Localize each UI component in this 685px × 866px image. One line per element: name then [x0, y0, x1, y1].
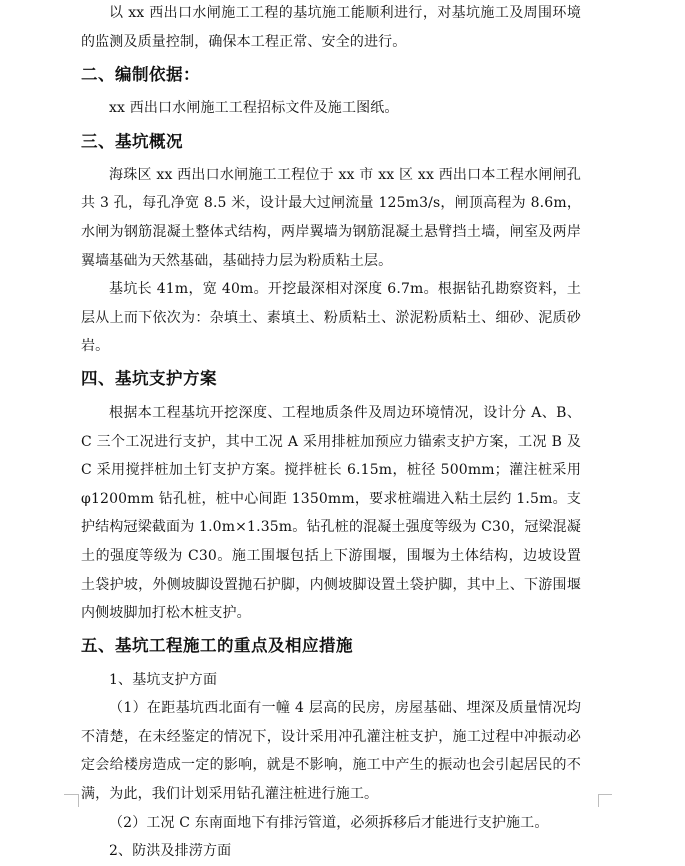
overview-paragraph-2: 基坑长 41m，宽 40m。开挖最深相对深度 6.7m。根据钻孔勘察资料，土层从上而下依次为：杂填土、素填土、粉质粘土、淤泥粉质粘土、细砂、泥质砂岩。 [81, 281, 581, 355]
measure-item-1-1: （1）在距基坑西北面有一幢 4 层高的民房，房屋基础、埋深及质量情况均不清楚，在未经鉴定的情况下，设计采用冲孔灌注桩支护，施工过程中冲振动必定会给楼房造成一定的影响，就是不影响，施工中产生的振动也会引起居民的不满，为此，我们计划采用钻孔灌注桩进行施工。 [81, 700, 581, 803]
page-corner-mark-left [64, 794, 78, 807]
section-heading-basis: 二、编制依据： [81, 65, 200, 85]
document-body [81, 0, 581, 866]
measure-item-2: 2、防洪及排涝方面 [109, 843, 232, 860]
measure-item-1-2: （2）工况 C 东南面地下有排污管道，必须拆移后才能进行支护施工。 [109, 814, 549, 831]
intro-paragraph: 以 xx 西出口水闸施工工程的基坑施工能顺利进行，对基坑施工及周围环境的监测及质量控制，确保本工程正常、安全的进行。 [81, 5, 581, 50]
page-corner-mark-right-vertical [598, 794, 599, 807]
support-paragraph: 根据本工程基坑开挖深度、工程地质条件及周边环境情况，设计分 A、B、C 三个工况进行支护，其中工况 A 采用排桩加预应力锚索支护方案，工况 B 及 C 采用搅拌桩加土钉支护方案。搅拌桩长 6.15m，桩径 500mm；灌注桩采用φ1200mm 钻孔桩，桩中心间距 1350mm，要求桩端进入粘土层约 1.5m。支护结构冠梁截面为 1.0m×1.35m。钻孔桩的混凝土强度等级为 C30，冠梁混凝土的强度等级为 C30。施工围堰包括上下游围堰，围堰为土体结构，边坡设置土袋护坡，外侧坡脚设置抛石护脚，内侧坡脚设置土袋护脚，其中上、下游围堰内侧坡脚加打松木桩支护。 [81, 404, 581, 622]
measure-item-1: 1、基坑支护方面 [109, 671, 218, 688]
page-corner-mark-left-vertical [78, 794, 79, 807]
section-heading-overview: 三、基坑概况 [81, 131, 183, 151]
section-heading-support: 四、基坑支护方案 [81, 368, 217, 388]
page-corner-mark-right [598, 794, 612, 807]
section-heading-measures: 五、基坑工程施工的重点及相应措施 [81, 635, 353, 655]
overview-paragraph-1: 海珠区 xx 西出口水闸施工工程位于 xx 市 xx 区 xx 西出口本工程水闸闸孔共 3 孔，每孔净宽 8.5 米，设计最大过闸流量 125m3/s，闸顶高程为 8.6m，水闸为钢筋混凝土整体式结构，两岸翼墙为钢筋混凝土悬臂挡土墙，闸室及两岸翼墙基础为天然基础，基础持力层为粉质粘土层。 [81, 166, 581, 269]
basis-paragraph: xx 西出口水闸施工工程招标文件及施工图纸。 [109, 100, 399, 117]
